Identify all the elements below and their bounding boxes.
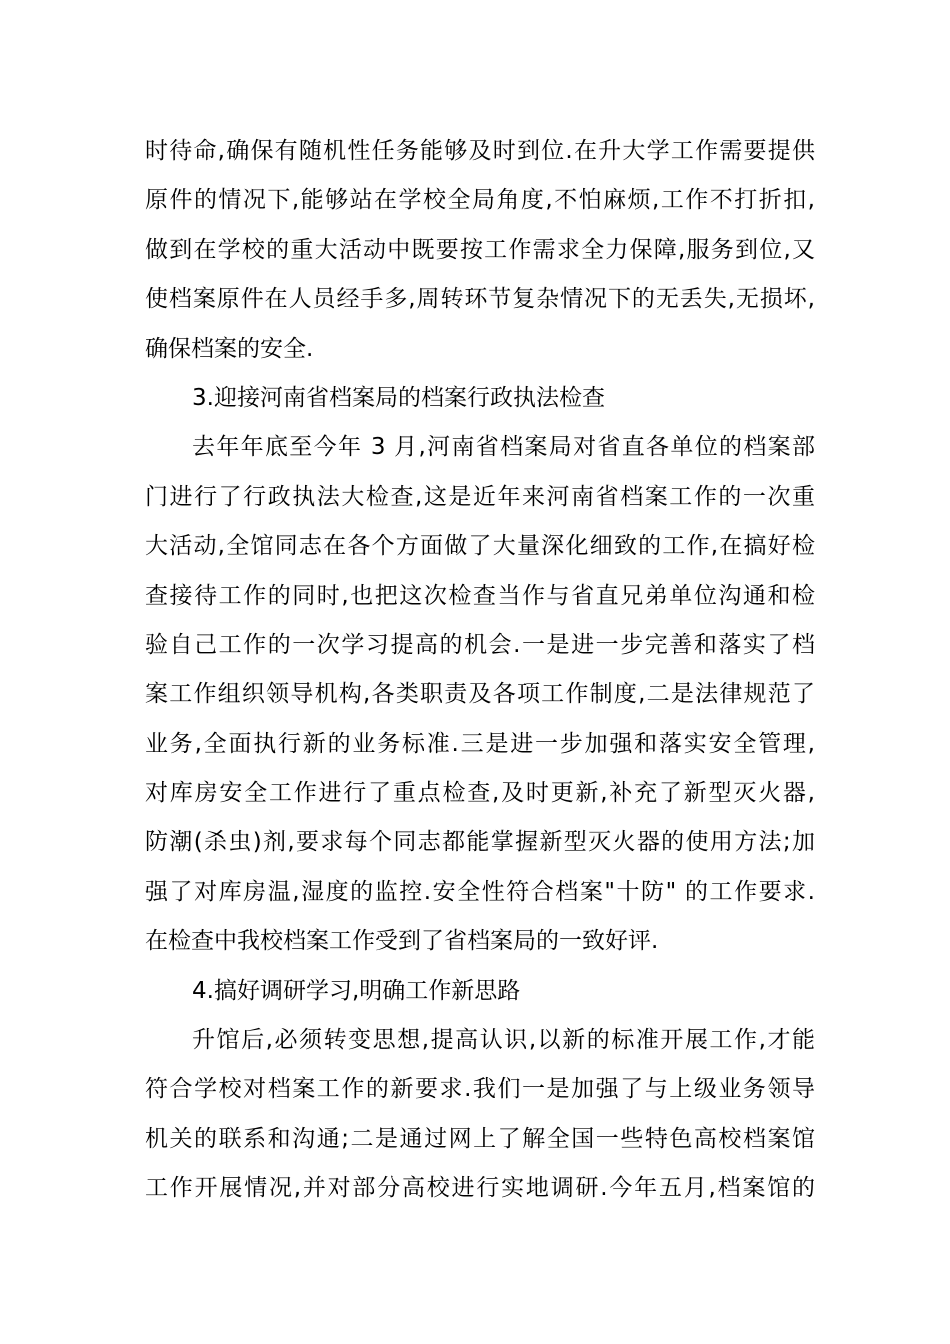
- text-line: 防潮(杀虫)剂,要求每个同志都能掌握新型灭火器的使用方法;加: [145, 829, 815, 856]
- text-line: 查接待工作的同时,也把这次检查当作与省直兄弟单位沟通和检: [145, 582, 815, 609]
- text-line: 验自己工作的一次学习提高的机会.一是进一步完善和落实了档: [145, 631, 815, 658]
- text-line: 案工作组织领导机构,各类职责及各项工作制度,二是法律规范了: [145, 681, 815, 708]
- paragraph-first-line: 去年年底至今年 3 月,河南省档案局对省直各单位的档案部: [192, 434, 815, 461]
- text-line: 对库房安全工作进行了重点检查,及时更新,补充了新型灭火器,: [145, 780, 815, 807]
- text-line: 做到在学校的重大活动中既要按工作需求全力保障,服务到位,又: [145, 236, 815, 263]
- text-line: 工作开展情况,并对部分高校进行实地调研.今年五月,档案馆的: [145, 1175, 815, 1202]
- text-line: 门进行了行政执法大检查,这是近年来河南省档案工作的一次重: [145, 483, 815, 510]
- text-line: 在检查中我校档案工作受到了省档案局的一致好评.: [145, 928, 659, 955]
- paragraph-first-line: 升馆后,必须转变思想,提高认识,以新的标准开展工作,才能: [192, 1027, 815, 1054]
- text-line: 使档案原件在人员经手多,周转环节复杂情况下的无丢失,无损坏,: [145, 286, 815, 313]
- text-line: 时待命,确保有随机性任务能够及时到位.在升大学工作需要提供: [145, 138, 815, 164]
- text-line: 原件的情况下,能够站在学校全局角度,不怕麻烦,工作不打折扣,: [145, 187, 815, 214]
- section-heading: 3.迎接河南省档案局的档案行政执法检查: [192, 384, 605, 411]
- text-line: 业务,全面执行新的业务标准.三是进一步加强和落实安全管理,: [145, 730, 815, 757]
- document-body: [145, 127, 815, 1214]
- section-heading: 4.搞好调研学习,明确工作新思路: [192, 977, 521, 1004]
- text-line: 符合学校对档案工作的新要求.我们一是加强了与上级业务领导: [145, 1076, 815, 1103]
- text-line: 机关的联系和沟通;二是通过网上了解全国一些特色高校档案馆: [145, 1125, 815, 1152]
- text-line: 强了对库房温,湿度的监控.安全性符合档案"十防" 的工作要求.: [145, 878, 815, 905]
- text-line: 确保档案的安全.: [145, 335, 314, 362]
- text-line: 大活动,全馆同志在各个方面做了大量深化细致的工作,在搞好检: [145, 533, 815, 560]
